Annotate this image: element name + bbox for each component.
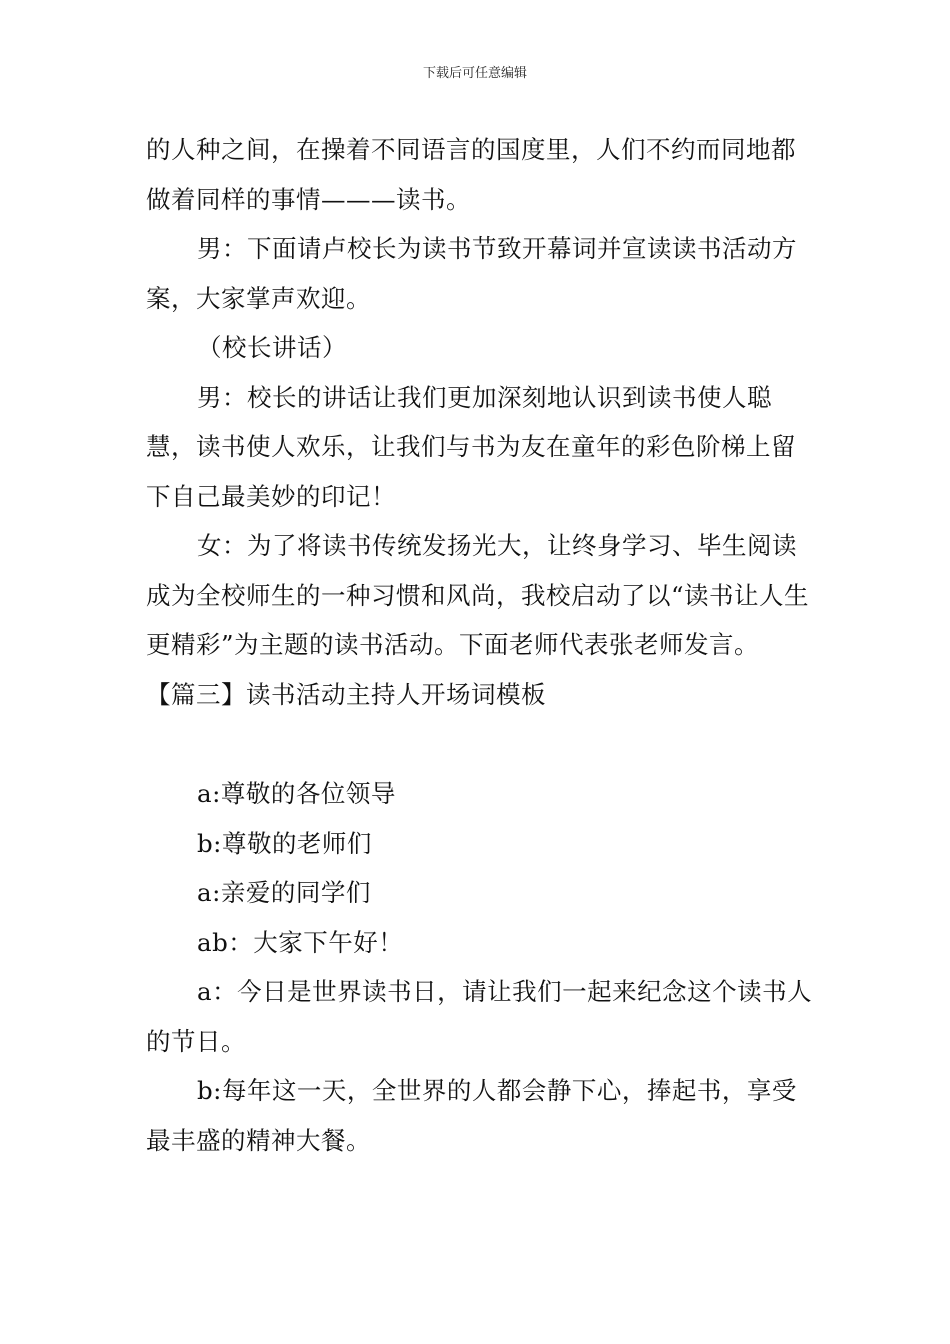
dialogue-line: ab：大家下午好！ xyxy=(197,927,404,957)
paragraph-continuation: 的人种之间，在操着不同语言的国度里，人们不约而同地都做着同样的事情———读书。 xyxy=(146,135,796,214)
section-heading: 【篇三】读书活动主持人开场词模板 xyxy=(146,679,546,709)
document-body xyxy=(146,125,816,1165)
paragraph-female-host: 女：为了将读书传统发扬光大，让终身学习、毕生阅读成为全校师生的一种习惯和风尚，我校启动了以“读书让人生更精彩”为主题的读书活动。下面老师代表张老师发言。 xyxy=(146,531,810,659)
page-header: 下载后可任意编辑 xyxy=(422,66,527,81)
section-spacer xyxy=(146,719,816,769)
paragraph-male-host-response: 男：校长的讲话让我们更加深刻地认识到读书使人聪慧，读书使人欢乐，让我们与书为友在童年的彩色阶梯上留下自己最美妙的印记！ xyxy=(146,382,796,511)
dialogue-line: a:亲爱的同学们 xyxy=(197,878,371,907)
dialogue-line: b:尊敬的老师们 xyxy=(197,828,372,858)
paragraph-principal-speech-note: （校长讲话） xyxy=(197,333,347,362)
dialogue-line: a：今日是世界读书日，请让我们一起来纪念这个读书人的节日。 xyxy=(146,977,813,1056)
paragraph-male-host-intro: 男：下面请卢校长为读书节致开幕词并宣读读书活动方案，大家掌声欢迎。 xyxy=(146,234,797,313)
dialogue-line: a:尊敬的各位领导 xyxy=(197,779,396,808)
dialogue-line: b:每年这一天，全世界的人都会静下心，捧起书，享受最丰盛的精神大餐。 xyxy=(146,1076,797,1155)
